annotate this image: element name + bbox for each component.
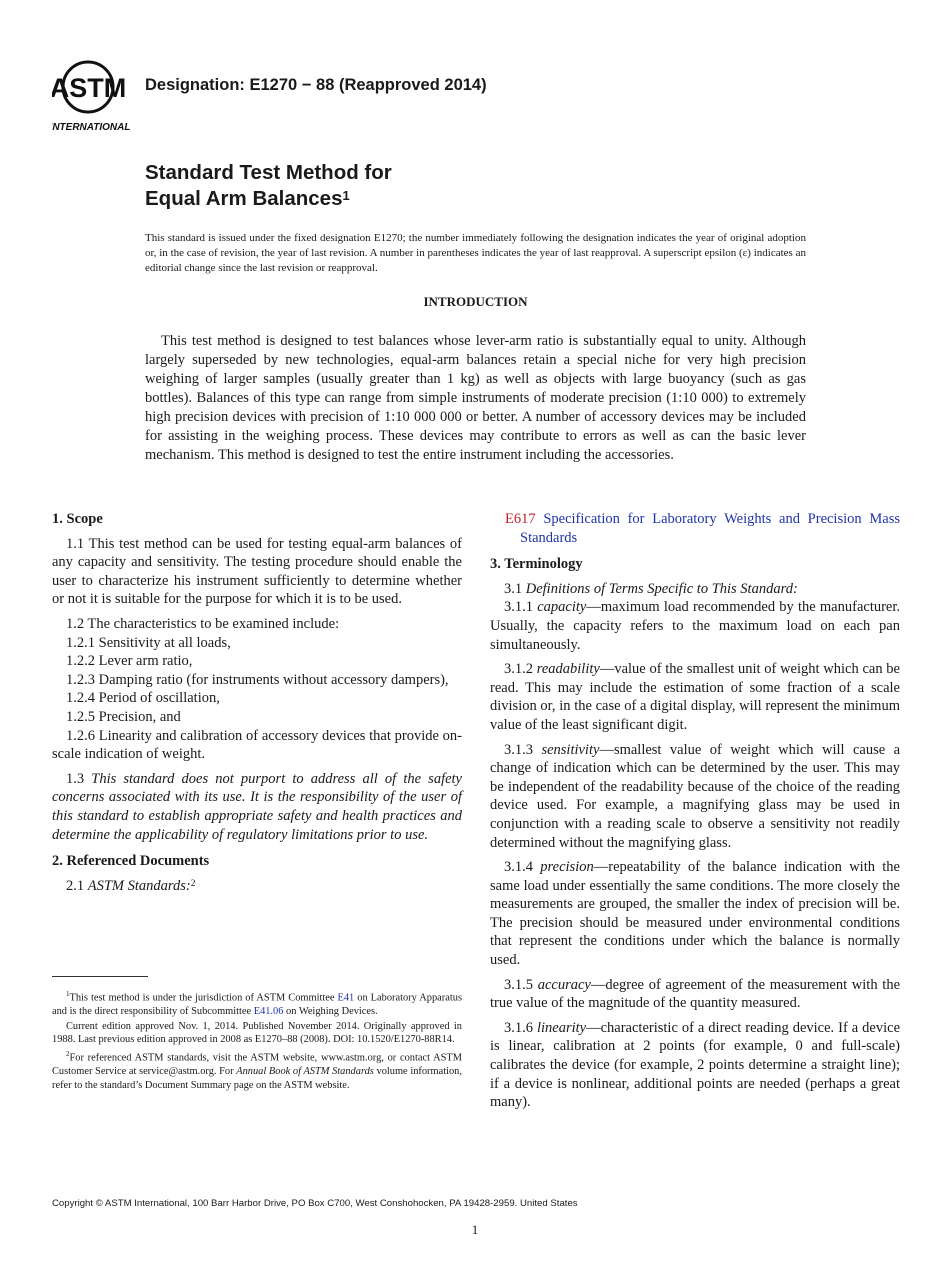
definition-precision: 3.1.4 precision—repeatability of the balance indication with the same load under essentially the same conditions. The more closely the measurements are grouped, the smaller the index of precision will be. The precision should be measured under environmental conditions that represent the conditions under which the balance is normally used. [490,859,900,969]
para-1-1: 1.1 This test method can be used for testing equal-arm balances of any capacity and sensitivity. The testing procedure should enable the user to characterize his instrument sufficiently to determine whether or not it is suitable for the purpose for which it is to be used. [52,535,462,608]
footnote-mark-2: 2 [190,878,196,889]
list-item: 1.2.2 Lever arm ratio, [66,653,193,670]
para-2-1: 2.1 ASTM Standards:$^2$ [66,877,196,894]
document-title [145,160,392,212]
left-column [52,510,462,895]
footnote-edition: Current edition approved Nov. 1, 2014. Published November 2014. Originally approved in 1988. Last previous edition approved in 2008 as E1270–88 (2008). DOI: 10.1520/E1270-88R14. [52,1020,462,1046]
designation: Designation: E1270 − 88 (Reapproved 2014) [145,76,487,94]
title-line-1: Standard Test Method for [145,161,392,184]
footnote-2: $^2$For referenced ASTM standards, visit the ASTM website, www.astm.org, or contact ASTM Customer Service at service@astm.org. For Annual Book of ASTM Standards volume information, refer to the standard’s Document Summary page on the ASTM website. [52,1049,462,1091]
definition-sensitivity: 3.1.3 sensitivity—smallest value of weight which will cause a change of indication which can be determined by the user. This may be independent of the readability because of the choice of the reading device used. For example, a magnifying glass may be used in conjunction with a reading scale to observe a sensitivity not readily determined without the magnifying glass. [490,741,901,851]
safety-statement: This standard does not purport to address all of the safety concerns associated with its use. It is the responsibility of the user of this standard to establish appropriate safety and health practices and determine the applicability of regulatory limitations prior to use. [52,770,462,843]
para-1-2: 1.2 The characteristics to be examined include: [66,615,340,632]
logo-subtext: INTERNATIONAL [52,122,131,133]
footnote-divider [52,976,148,977]
definition-linearity: 3.1.6 linearity—characteristic of a direct reading device. If a device is linear, calibration at 2 points (for example, 0 and full-scale) calibrates the device (for example, 2 points determine a straight line); if a device is nonlinear, additional points are needed (perhaps a great many). [490,1019,901,1111]
astm-logo [52,55,136,133]
e41-06-link[interactable]: E41.06 [253,1006,284,1018]
definition-accuracy: 3.1.5 accuracy—degree of agreement of the measurement with the true value of the magnitude of the quantity measured. [490,976,901,1012]
e617-code-link[interactable]: E617 [505,511,536,527]
introduction-heading: INTRODUCTION [423,294,528,309]
copyright: Copyright © ASTM International, 100 Barr Harbor Drive, PO Box C700, West Conshohocken, PA 19428-2959. United States [52,1198,578,1209]
footnotes [52,988,462,1093]
footnote-1: $^1$This test method is under the jurisdiction of ASTM Committee E41 on Laboratory Apparatus and is the direct responsibility of Subcommittee E41.06 on Weighing Devices. [52,990,462,1018]
para-3-1: 3.1 Definitions of Terms Specific to This Standard: [504,580,798,597]
page-number: 1 [471,1222,479,1237]
right-column [490,510,900,1112]
list-item: 1.2.1 Sensitivity at all loads, [66,634,231,651]
e617-reference[interactable] [490,510,900,547]
list-item: 1.2.5 Precision, and [66,708,181,725]
definition-readability: 3.1.2 readability—value of the smallest unit of weight which can be read. This may include the estimation of some fraction of a scale division or, in the case of a digital display, will represent the minimum value of the least significant digit. [490,661,900,733]
title-footnote-mark: 1 [342,188,350,203]
referenced-heading: 2. Referenced Documents [52,853,210,870]
terminology-heading: 3. Terminology [490,556,583,573]
para-1-3: 1.3 This standard does not purport to address all of the safety concerns associated with its use. It is the responsibility of the user of this standard to establish appropriate safety and health practices and determine the applicability of regulatory limitations prior to use. [52,770,462,843]
list-item: 1.2.6 Linearity and calibration of accessory devices that provide on-scale indication of weight. [52,727,462,763]
definition-capacity: 3.1.1 capacity—maximum load recommended by the manufacturer. Usually, the capacity refers to the maximum load on each pan simultaneously. [490,599,901,653]
title-line-2: Equal Arm Balances [145,187,343,210]
list-item: 1.2.4 Period of oscillation, [66,690,220,707]
issued-note: This standard is issued under the fixed designation E1270; the number immediately following the designation indicates the year of original adoption or, in the case of revision, the year of last revision. A number in parentheses indicates the year of last reapproval. A superscript epsilon (ε) indicates an editorial change since the last revision or reapproval. [145,232,806,274]
list-item: 1.2.3 Damping ratio (for instruments without accessory dampers), [66,671,449,688]
e617-title-link[interactable]: Specification for Laboratory Weights and Precision Mass Standards [520,511,900,546]
scope-heading: 1. Scope [52,511,103,527]
logo-text: ASTM [52,73,127,103]
e41-link[interactable]: E41 [337,992,355,1004]
introduction-text: This test method is designed to test balances whose lever-arm ratio is substantially equal to unity. Although largely superseded by new technologies, equal-arm balances retain a special niche for very high precision weighing of larger samples (usually greater than 1 kg) as well as objects with large buoyancy (such as gas bottles). Balances of this type can range from simple instruments of moderate precision (1:10 000) to extremely high precision devices with precision of 1:10 000 000 or better. A number of accessory devices may be included for assisting in the weighing process. These devices may contribute to errors as well as can the basic lever mechanism. This method is designed to test the entire instrument including the accessories. [145,333,806,463]
